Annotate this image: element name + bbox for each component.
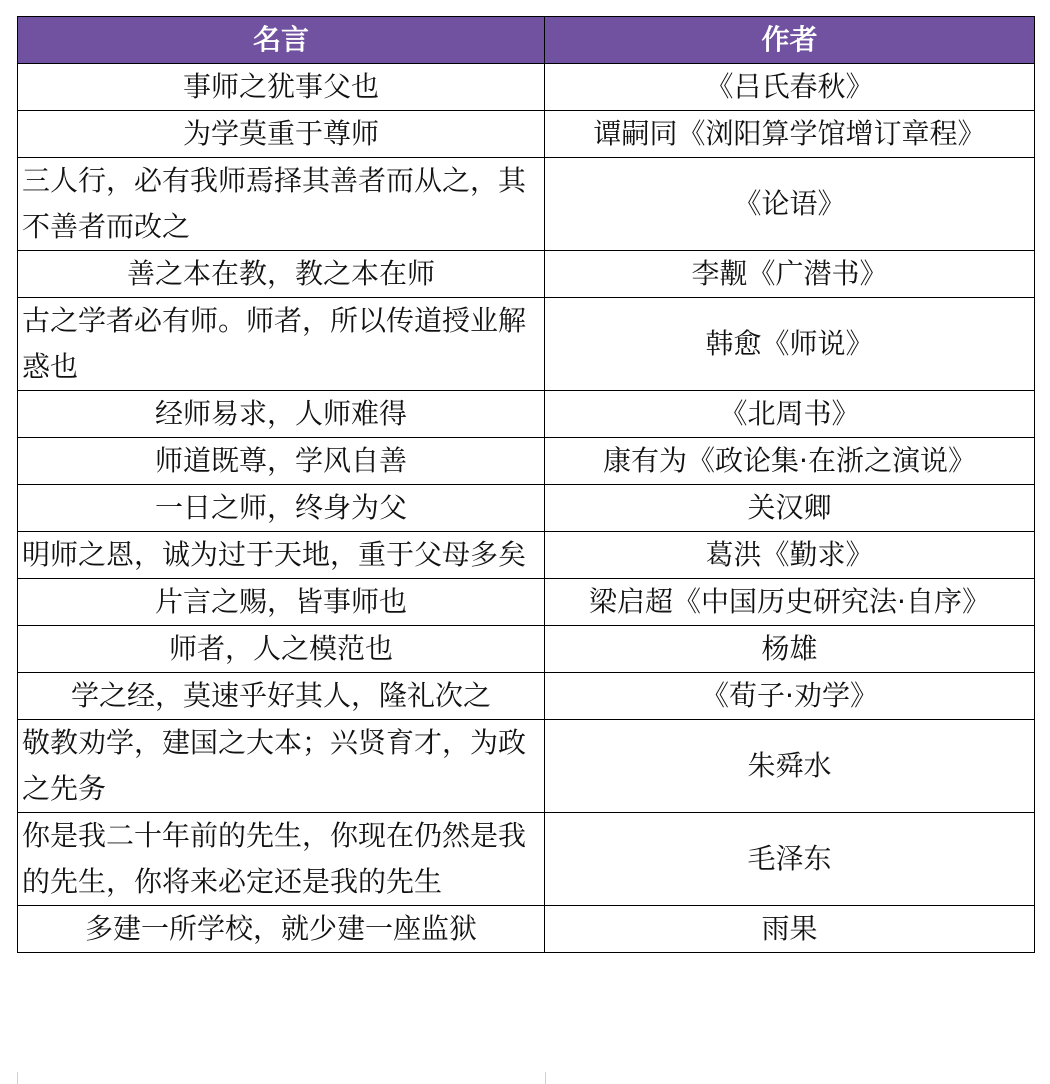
quote-cell[interactable]: 古之学者必有师。师者，所以传道授业解惑也 — [18, 298, 545, 391]
author-cell[interactable]: 朱舜水 — [545, 720, 1035, 813]
table-row — [18, 532, 1035, 579]
table-row — [18, 251, 1035, 298]
author-cell[interactable]: 《荀子·劝学》 — [545, 673, 1035, 720]
quote-cell[interactable]: 多建一所学校，就少建一座监狱 — [18, 906, 545, 953]
author-cell[interactable]: 《论语》 — [545, 158, 1035, 251]
quote-column-header[interactable]: 名言 — [18, 17, 545, 64]
table-row — [18, 111, 1035, 158]
quotes-sheet — [17, 16, 1034, 953]
author-cell[interactable]: 雨果 — [545, 906, 1035, 953]
author-cell[interactable]: 李觏《广潜书》 — [545, 251, 1035, 298]
table-row — [18, 673, 1035, 720]
quote-cell[interactable]: 敬教劝学，建国之大本；兴贤育才，为政之先务 — [18, 720, 545, 813]
author-cell[interactable]: 梁启超《中国历史研究法·自序》 — [545, 579, 1035, 626]
quote-cell[interactable]: 师者，人之模范也 — [18, 626, 545, 673]
quotes-table — [17, 16, 1035, 953]
author-cell[interactable]: 《北周书》 — [545, 391, 1035, 438]
author-column-header[interactable]: 作者 — [545, 17, 1035, 64]
table-row — [18, 579, 1035, 626]
table-row — [18, 813, 1035, 906]
author-cell[interactable]: 《吕氏春秋》 — [545, 64, 1035, 111]
header-row — [18, 17, 1035, 64]
quote-cell[interactable]: 明师之恩，诚为过于天地，重于父母多矣 — [18, 532, 545, 579]
quote-cell[interactable]: 善之本在教，教之本在师 — [18, 251, 545, 298]
quote-cell[interactable]: 经师易求，人师难得 — [18, 391, 545, 438]
author-cell[interactable]: 谭嗣同《浏阳算学馆增订章程》 — [545, 111, 1035, 158]
table-row — [18, 626, 1035, 673]
quote-cell[interactable]: 三人行，必有我师焉择其善者而从之，其不善者而改之 — [18, 158, 545, 251]
table-row — [18, 438, 1035, 485]
author-cell[interactable]: 康有为《政论集·在浙之演说》 — [545, 438, 1035, 485]
table-row — [18, 720, 1035, 813]
table-row — [18, 906, 1035, 953]
quote-cell[interactable]: 学之经，莫速乎好其人，隆礼次之 — [18, 673, 545, 720]
author-cell[interactable]: 韩愈《师说》 — [545, 298, 1035, 391]
table-row — [18, 64, 1035, 111]
quote-cell[interactable]: 师道既尊，学风自善 — [18, 438, 545, 485]
next-row-gridline — [17, 1072, 1035, 1084]
table-row — [18, 298, 1035, 391]
quote-cell[interactable]: 一日之师，终身为父 — [18, 485, 545, 532]
author-cell[interactable]: 葛洪《勤求》 — [545, 532, 1035, 579]
quote-cell[interactable]: 你是我二十年前的先生，你现在仍然是我的先生，你将来必定还是我的先生 — [18, 813, 545, 906]
table-row — [18, 158, 1035, 251]
author-cell[interactable]: 杨雄 — [545, 626, 1035, 673]
author-cell[interactable]: 关汉卿 — [545, 485, 1035, 532]
table-body — [18, 64, 1035, 953]
table-row — [18, 485, 1035, 532]
quote-cell[interactable]: 事师之犹事父也 — [18, 64, 545, 111]
quote-cell[interactable]: 片言之赐，皆事师也 — [18, 579, 545, 626]
table-row — [18, 391, 1035, 438]
author-cell[interactable]: 毛泽东 — [545, 813, 1035, 906]
quote-cell[interactable]: 为学莫重于尊师 — [18, 111, 545, 158]
